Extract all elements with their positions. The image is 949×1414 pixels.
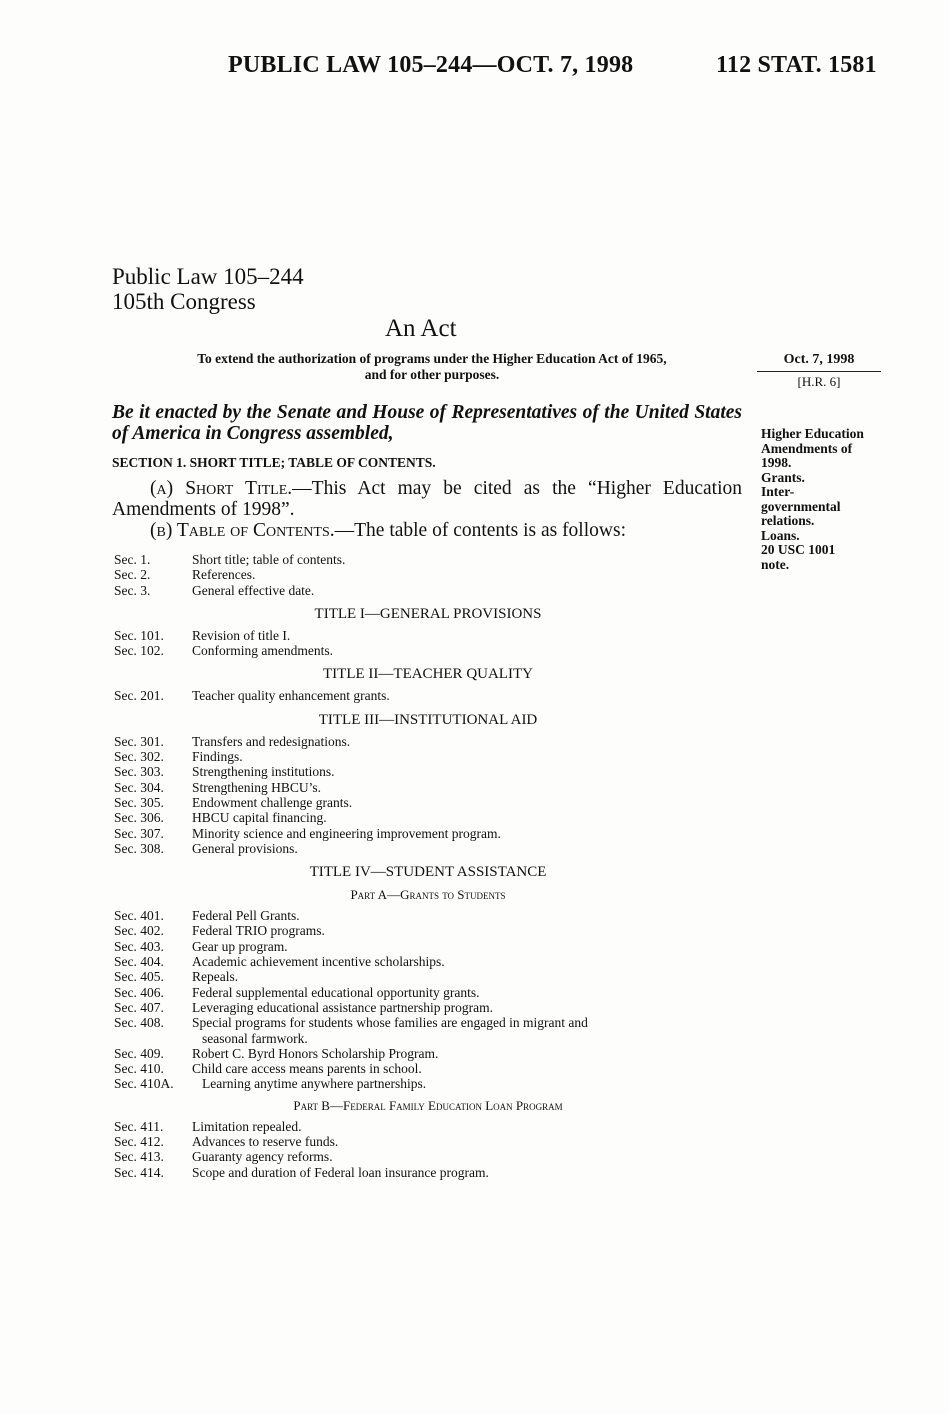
toc-section-number: Sec. 413. [114,1149,164,1165]
toc-section-title: Strengthening HBCU’s. [192,779,322,795]
toc-section-title: Limitation repealed. [192,1118,302,1134]
toc-entry [114,552,742,567]
toc-section-title: General effective date. [192,582,315,598]
toc-section-title: Robert C. Byrd Honors Scholarship Program. [192,1045,439,1061]
toc-group-intro [114,552,742,598]
act-heading: An Act [385,315,457,342]
margin-note: Loans. [761,527,800,543]
toc-section-title: Scope and duration of Federal loan insurance program. [192,1164,489,1180]
paragraph-text: —This Act may be cited as the “Higher Education Amendments of 1998”. [112,478,742,520]
margin-note: Amendments of [761,440,853,456]
margin-rule [757,371,881,372]
margin-note: Inter- [761,484,795,499]
margin-notes [761,427,864,572]
toc-section-title: Academic achievement incentive scholarships. [192,954,445,970]
toc-section-number: Sec. 3. [114,582,151,598]
toc-section-number: Sec. 308. [114,840,164,856]
toc-section-title: Repeals. [192,969,239,985]
toc-entry [114,643,742,658]
toc-part-heading: Part B—Federal Family Education Loan Program [293,1097,563,1113]
margin-date: Oct. 7, 1998 [783,352,855,367]
page-citation: 112 STAT. 1581 [716,52,877,78]
toc-section-title: Strengthening institutions. [192,764,335,780]
toc-section-number: Sec. 307. [114,825,164,841]
toc-entry [114,939,742,954]
toc-section-number: Sec. 403. [114,938,164,954]
toc-section-number: Sec. 412. [114,1134,164,1150]
toc-section-title: General provisions. [192,840,298,856]
toc-section-title: Leveraging educational assistance partnership program. [192,999,494,1015]
enacting-clause: Be it enacted by the Senate and House of Representatives of the United States of America in Congress assembled, [112,402,742,444]
toc-section-title: Teacher quality enhancement grants. [192,688,390,704]
margin-note: governmental [761,498,841,514]
toc-section-number: Sec. 2. [114,567,151,583]
paragraph-label: (a) Short Title. [150,478,293,499]
law-number: Public Law 105–244 [112,264,304,289]
toc-entry-continuation: seasonal farmwork. [202,1030,308,1046]
toc-entry [114,841,742,856]
toc-section-title: Endowment challenge grants. [192,794,353,810]
toc-entry [114,826,742,841]
toc-section-number: Sec. 402. [114,923,164,939]
toc-entry [114,908,742,923]
margin-note: Higher Education [761,426,864,441]
toc-entry [114,969,742,984]
toc-section-number: Sec. 410A. [114,1076,174,1092]
toc-section-title: Learning anytime anywhere partnerships. [202,1076,427,1092]
margin-note: Grants. [761,469,805,485]
margin-note: 1998. [761,455,792,470]
toc-title-heading: TITLE I—GENERAL PROVISIONS [314,605,542,622]
toc-entry [114,985,742,1000]
toc-section-title: Federal Pell Grants. [192,908,300,924]
toc-entry [114,1165,742,1180]
toc-entry [114,1134,742,1149]
toc-section-number: Sec. 301. [114,733,164,749]
toc-entry [114,734,742,749]
toc-entry [114,1046,742,1061]
margin-note: 20 USC 1001 [761,542,836,557]
toc-section-title: References. [192,567,256,583]
toc-title-heading: TITLE IV—STUDENT ASSISTANCE [309,864,547,881]
purpose-line: and for other purposes. [364,367,500,382]
margin-note: note. [761,556,790,572]
toc-section-number: Sec. 409. [114,1045,164,1061]
toc-section-number: Sec. 406. [114,984,164,1000]
toc-section-number: Sec. 305. [114,794,164,810]
toc-section-title: HBCU capital financing. [192,810,327,826]
congress-label: 105th Congress [112,289,256,314]
toc-entry [114,628,742,643]
toc-section-number: Sec. 407. [114,999,164,1015]
toc-entry [114,688,742,703]
toc-title-heading: TITLE II—TEACHER QUALITY [323,666,533,683]
paragraph-text: —The table of contents is as follows: [334,520,626,541]
toc-entry [114,1149,742,1164]
toc-section-title: Gear up program. [192,938,288,954]
toc-section-title: Conforming amendments. [192,643,333,659]
paragraph-b [112,520,742,541]
toc-entry [114,1000,742,1015]
toc-section-title: Findings. [192,749,243,765]
toc-entry [114,1015,742,1030]
toc-section-number: Sec. 410. [114,1061,164,1077]
toc-entry [114,795,742,810]
toc-section-title: Child care access means parents in school. [192,1061,422,1077]
toc-section-number: Sec. 401. [114,908,164,924]
toc-entry [114,583,742,598]
toc-section-number: Sec. 1. [114,552,151,567]
toc-section-number: Sec. 102. [114,643,164,659]
running-header-left: PUBLIC LAW 105–244—OCT. 7, 1998 [228,52,634,78]
toc-section-title: Transfers and redesignations. [192,733,351,749]
toc-section-title: Federal TRIO programs. [192,923,325,939]
section-heading: SECTION 1. SHORT TITLE; TABLE OF CONTENTS. [112,455,436,470]
purpose-statement [112,351,752,383]
paragraph-label: (b) Table of Contents. [150,520,335,541]
toc-section-title: Revision of title I. [192,627,291,643]
paragraph-a [112,478,742,520]
toc-entry [114,810,742,825]
toc-section-title: Federal supplemental educational opportunity grants. [192,984,480,1000]
toc-section-number: Sec. 306. [114,810,164,826]
purpose-line: To extend the authorization of programs under the Higher Education Act of 1965, [197,351,667,366]
toc-section-number: Sec. 414. [114,1164,164,1180]
margin-bill-number: [H.R. 6] [797,374,841,389]
toc-section-title: Guaranty agency reforms. [192,1149,333,1165]
toc-section-title: Special programs for students whose families are engaged in migrant and [192,1015,588,1031]
table-of-contents [114,552,742,1180]
toc-entry [114,923,742,938]
toc-section-number: Sec. 411. [114,1118,164,1134]
toc-entry [114,749,742,764]
toc-section-title: Minority science and engineering improvement program. [192,825,501,841]
toc-entry [114,764,742,779]
toc-entry [114,1061,742,1076]
toc-entry [114,780,742,795]
toc-entry [114,954,742,969]
toc-entry [114,1076,742,1091]
toc-section-number: Sec. 408. [114,1015,164,1031]
toc-section-number: Sec. 304. [114,779,164,795]
toc-section-number: Sec. 405. [114,969,164,985]
toc-section-number: Sec. 302. [114,749,164,765]
margin-note: relations. [761,513,815,528]
toc-section-number: Sec. 404. [114,954,164,970]
toc-entry [114,567,742,582]
toc-title-heading: TITLE III—INSTITUTIONAL AID [318,711,538,728]
toc-section-title: Short title; table of contents. [192,552,346,567]
toc-entry [114,1119,742,1134]
toc-section-number: Sec. 303. [114,764,164,780]
toc-section-number: Sec. 101. [114,627,164,643]
toc-part-heading: Part A—Grants to Students [350,887,506,903]
toc-section-number: Sec. 201. [114,688,164,704]
toc-section-title: Advances to reserve funds. [192,1134,339,1150]
